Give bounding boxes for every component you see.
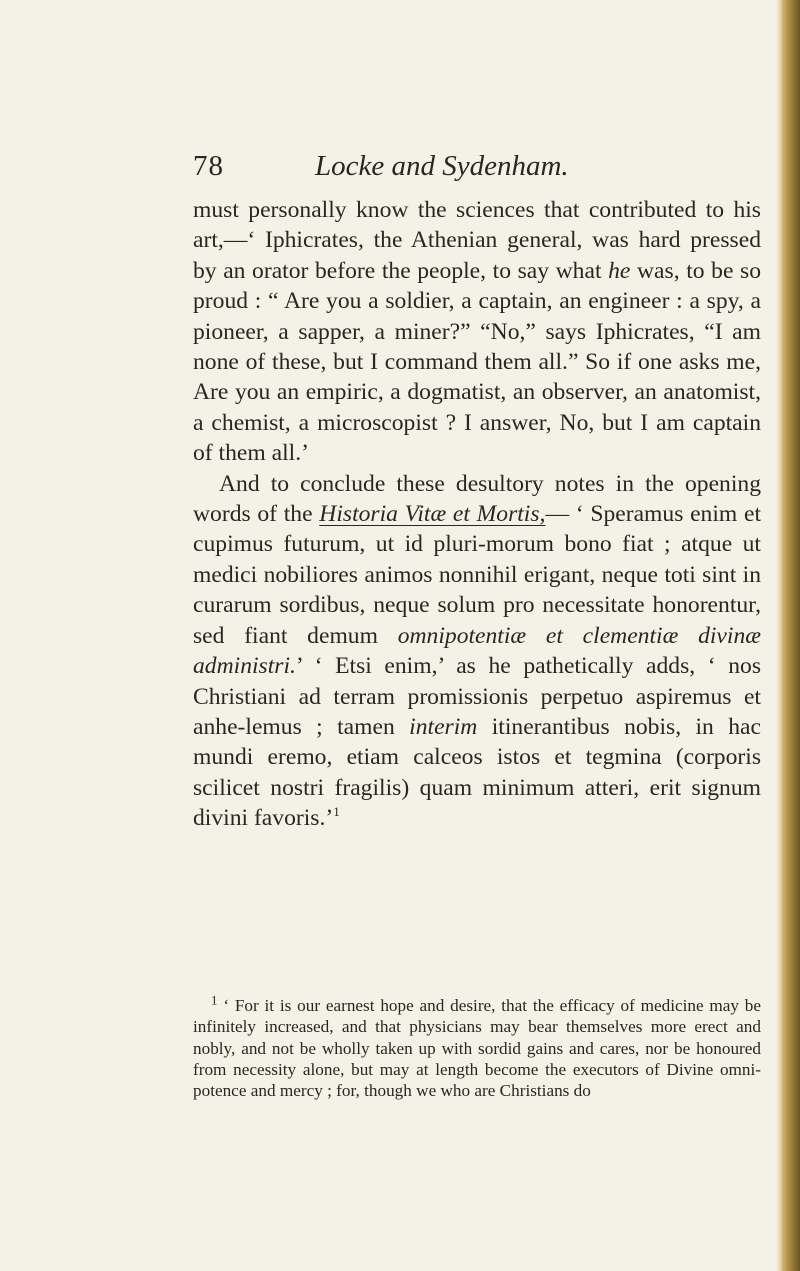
running-title: Locke and Sydenham. [315, 150, 569, 182]
footnote [193, 992, 762, 1101]
footnote-reference: 1 [333, 804, 340, 820]
paragraph-1 [193, 195, 761, 469]
latin-word: interim [409, 713, 478, 740]
paragraph-1-text: must personally know the sciences that contributed to his art,—‘ Iphicrates, the Athenian general, was hard pressed by an orator before the people, to say what [193, 197, 761, 284]
paragraph-2-quote: — ‘ Speramus enim et cupimus futurum, ut id pluri-morum bono fiat ; atque ut medici nobiliores animos nonnihil erigant, neque toti sint in curarum sordibus, neque solum pro necessitate honorentur, sed fiant demum [193, 501, 761, 649]
page-number: 78 [193, 150, 224, 182]
footnote-paragraph [193, 992, 762, 1101]
latin-phrase: omnipotentiæ et clementiæ divinæ administri. [193, 622, 761, 680]
footnote-marker: 1 [211, 992, 218, 1008]
page-header [193, 150, 773, 190]
page-gilt-edge [782, 0, 800, 1271]
footnote-text: ‘ For it is our earnest hope and desire, that the efficacy of medicine may be infinitely increased, and that physicians may bear themselves more erect and nobly, and not be wholly taken up with sordid gains and cares, nor be honoured from necessity alone, but may at length become the executors of Divine omni-potence and mercy ; for, though we who are Christians do [193, 996, 762, 1101]
body-text [193, 195, 761, 834]
paragraph-1-emphasis: he [608, 257, 631, 284]
paragraph-2-quote-cont: ’ ‘ Etsi enim,’ as he pathetically adds, ‘ nos Christiani ad terram promissionis perpetuo aspiremus et anhe-lemus ; tamen [193, 653, 761, 740]
paragraph-2 [193, 469, 761, 834]
book-title: Historia Vitæ et Mortis, [319, 501, 546, 528]
paragraph-2-quote-end: itinerantibus nobis, in hac mundi eremo, etiam calceos istos et tegmina (corporis scilicet nostri fragilis) quam minimum atteri, erit signum divini favoris.’ [193, 713, 761, 832]
paragraph-2-text: And to conclude these desultory notes in the opening words of the [193, 470, 761, 528]
paragraph-1-text-cont: was, to be so proud : “ Are you a soldier, a captain, an engineer : a spy, a pioneer, a sapper, a miner?” “No,” says Iphicrates, “I am none of these, but I command them all.” So if one asks me, Are you an empiric, a dogmatist, an observer, an anatomist, a chemist, a microscopist ? I answer, No, but I am captain of them all.’ [193, 257, 761, 467]
